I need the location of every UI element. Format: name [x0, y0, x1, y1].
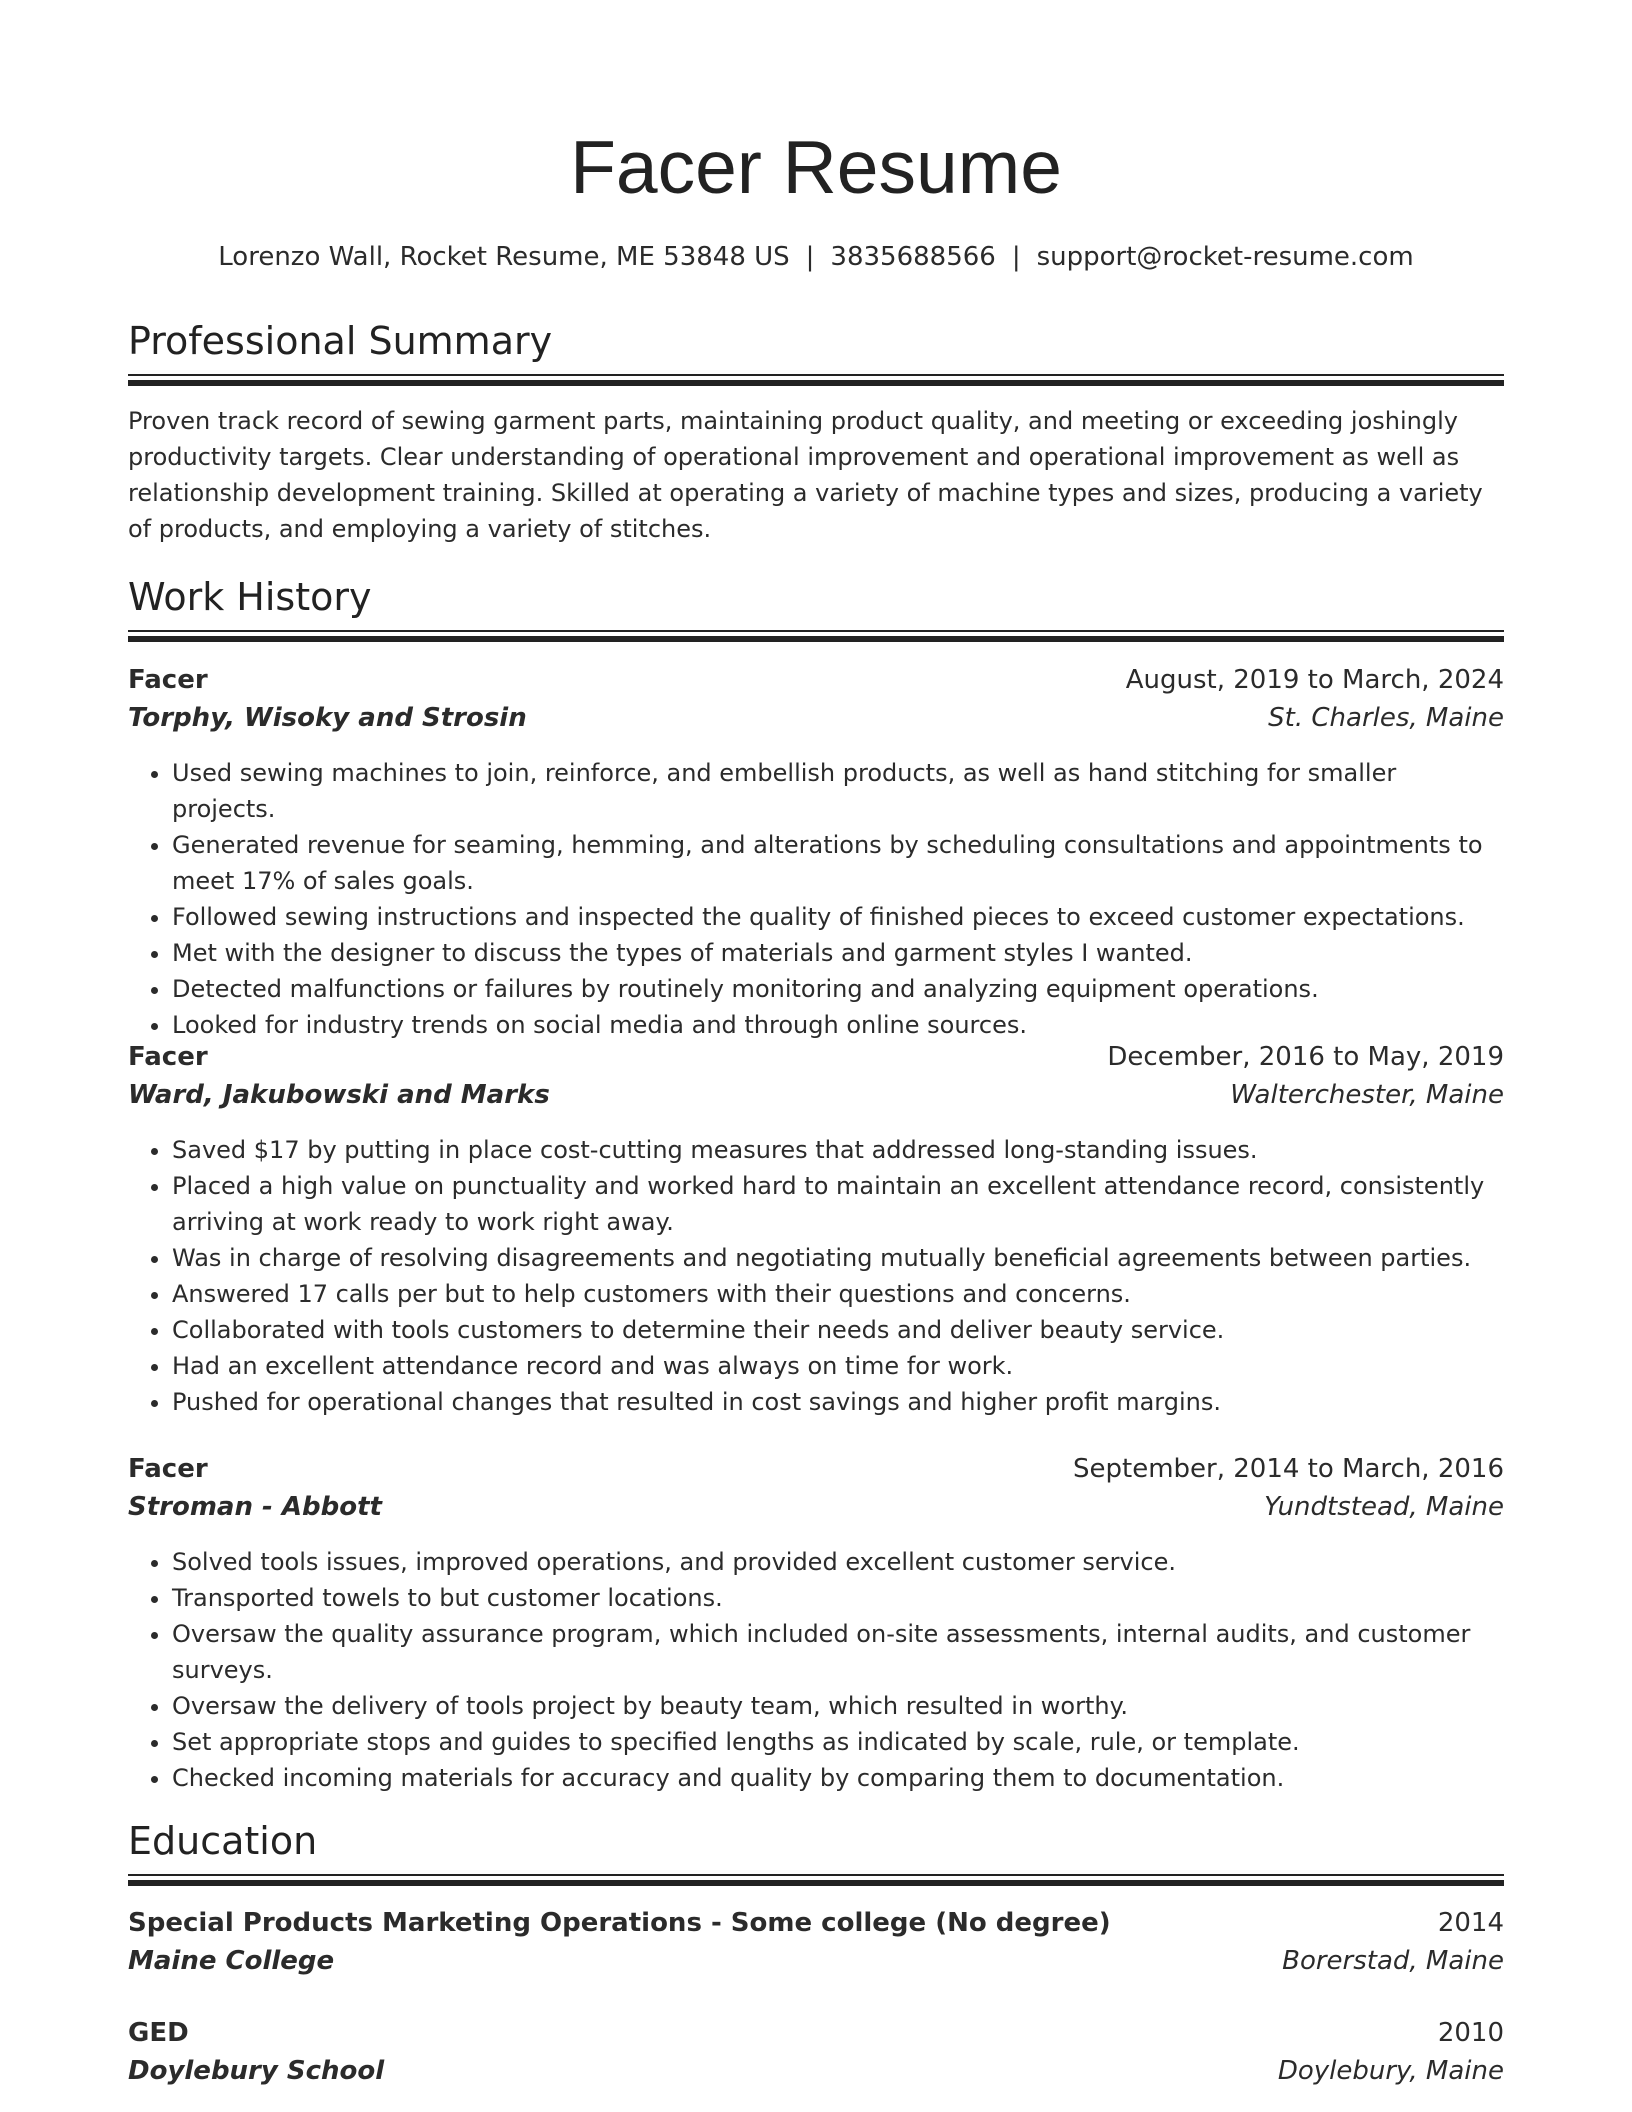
list-item: • Oversaw the delivery of tools project by beauty team, which resulted in worthy.: [172, 1688, 1504, 1724]
job-header: [128, 1040, 1504, 1116]
job-header: [128, 1452, 1504, 1528]
job-title: Facer: [128, 1042, 208, 1072]
section-divider: [128, 374, 1504, 388]
list-item: • Pushed for operational changes that resulted in cost savings and higher profit margins.: [172, 1384, 1504, 1420]
list-item: • Set appropriate stops and guides to specified lengths as indicated by scale, rule, or template.: [172, 1724, 1504, 1760]
education-location: Doylebury, Maine: [1277, 2056, 1504, 2086]
education-entry: [128, 2016, 1504, 2092]
section-title-education: Education: [128, 1819, 318, 1863]
education-year: 2014: [1437, 1908, 1504, 1938]
job-company: Ward, Jakubowski and Marks: [128, 1080, 550, 1110]
list-item: • Answered 17 calls per but to help customers with their questions and concerns.: [172, 1276, 1504, 1312]
job-dates: September, 2014 to March, 2016: [1073, 1454, 1504, 1484]
list-item: • Was in charge of resolving disagreements and negotiating mutually beneficial agreements between parties.: [172, 1240, 1504, 1276]
job-location: Yundtstead, Maine: [1264, 1492, 1504, 1522]
job-bullets: [128, 755, 1504, 1043]
contact-separator: |: [805, 242, 815, 272]
education-degree: GED: [128, 2018, 189, 2048]
list-item: • Saved $17 by putting in place cost-cutting measures that addressed long-standing issues.: [172, 1132, 1504, 1168]
list-item: • Checked incoming materials for accuracy and quality by comparing them to documentation.: [172, 1760, 1504, 1796]
list-item: • Transported towels to but customer locations.: [172, 1580, 1504, 1616]
list-item: • Looked for industry trends on social media and through online sources.: [172, 1007, 1504, 1043]
contact-address: Lorenzo Wall, Rocket Resume, ME 53848 US: [218, 242, 790, 272]
list-item: • Oversaw the quality assurance program, which included on-site assessments, internal audits, and customer surveys.: [172, 1616, 1504, 1688]
job-dates: December, 2016 to May, 2019: [1107, 1042, 1504, 1072]
contact-email[interactable]: support@rocket-resume.com: [1036, 242, 1414, 272]
list-item: • Met with the designer to discuss the types of materials and garment styles I wanted.: [172, 935, 1504, 971]
list-item: • Generated revenue for seaming, hemming, and alterations by scheduling consultations and appointments to meet 17% of sales goals.: [172, 827, 1504, 899]
education-school: Doylebury School: [128, 2056, 385, 2086]
job-bullets: [128, 1544, 1504, 1796]
job-header: [128, 663, 1504, 739]
job-location: Walterchester, Maine: [1230, 1080, 1504, 1110]
list-item: • Solved tools issues, improved operations, and provided excellent customer service.: [172, 1544, 1504, 1580]
job-location: St. Charles, Maine: [1268, 703, 1504, 733]
job-dates: August, 2019 to March, 2024: [1125, 665, 1504, 695]
job-company: Stroman - Abbott: [128, 1492, 382, 1522]
section-title-work-history: Work History: [128, 575, 372, 619]
section-divider: [128, 1874, 1504, 1888]
summary-text: Proven track record of sewing garment parts, maintaining product quality, and meeting or exceeding joshingly productivity targets. Clear understanding of operational improvement and operational improvement as well as relationship development training. Skilled at operating a variety of machine types and sizes, producing a variety of products, and employing a variety of stitches.: [128, 407, 1483, 543]
education-degree: Special Products Marketing Operations - Some college (No degree): [128, 1908, 1111, 1938]
list-item: • Had an excellent attendance record and was always on time for work.: [172, 1348, 1504, 1384]
list-item: • Detected malfunctions or failures by routinely monitoring and analyzing equipment operations.: [172, 971, 1504, 1007]
list-item: • Used sewing machines to join, reinforce, and embellish products, as well as hand stitching for smaller projects.: [172, 755, 1504, 827]
education-entry: [128, 1906, 1504, 1982]
job-title: Facer: [128, 665, 208, 695]
contact-phone: 3835688566: [830, 242, 996, 272]
education-location: Borerstad, Maine: [1282, 1946, 1504, 1976]
job-bullets: [128, 1132, 1504, 1420]
job-company: Torphy, Wisoky and Strosin: [128, 703, 527, 733]
education-year: 2010: [1437, 2018, 1504, 2048]
contact-separator: |: [1011, 242, 1021, 272]
section-title-summary: Professional Summary: [128, 319, 553, 363]
list-item: • Collaborated with tools customers to determine their needs and deliver beauty service.: [172, 1312, 1504, 1348]
section-divider: [128, 630, 1504, 644]
job-title: Facer: [128, 1454, 208, 1484]
education-school: Maine College: [128, 1946, 335, 1976]
list-item: • Placed a high value on punctuality and worked hard to maintain an excellent attendance record, consistently arriving at work ready to work right away.: [172, 1168, 1504, 1240]
contact-line: [0, 240, 1632, 274]
list-item: • Followed sewing instructions and inspected the quality of finished pieces to exceed customer expectations.: [172, 899, 1504, 935]
resume-title: Facer Resume: [570, 125, 1062, 209]
